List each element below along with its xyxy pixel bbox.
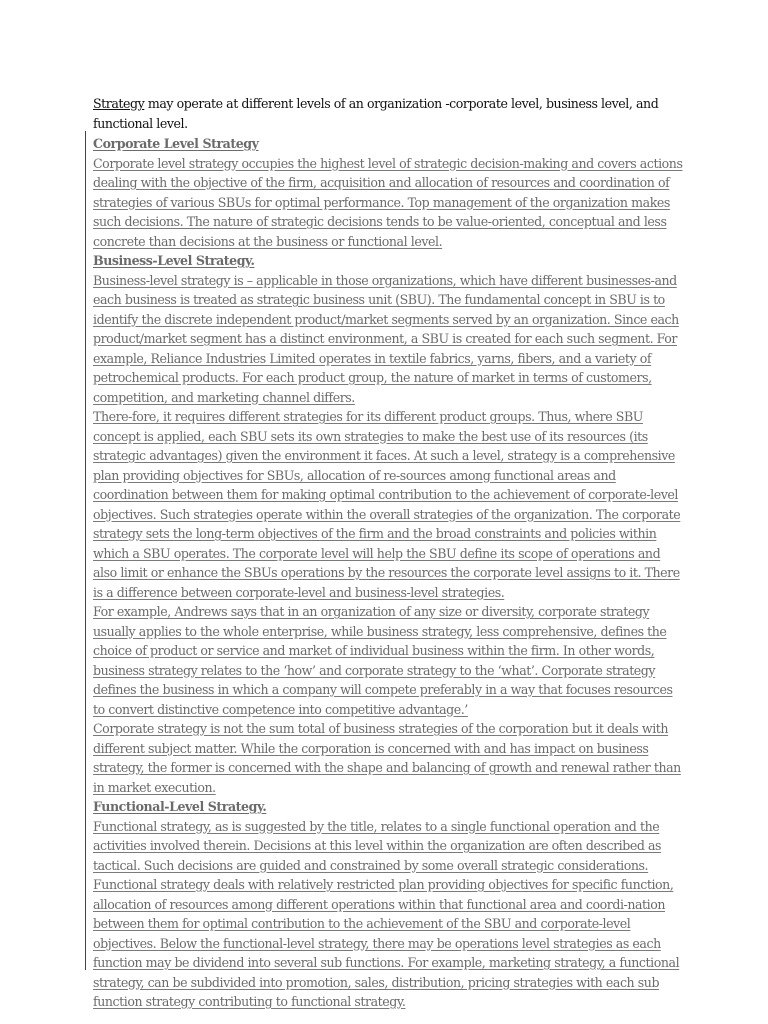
business-paragraph-2: There-fore, it requires different strategies for its different product groups. Thus, where SBU concept is applied, each SBU sets its own strategies to make the best use of its resources (its strategic advantages) given the environment it faces. At such a level, strategy is a comprehensive plan providing objectives for SBUs, allocation of re-sources among functional areas and coordination between them for making optimal contribution to the achievement of corporate-level objectives. Such strategies operate within the overall strategies of the organization. The corporate strategy sets the long-term objectives of the firm and the broad constraints and policies within which a SBU operates. The corporate level will help the SBU define its scope of operations and also limit or enhance the SBUs operations by the resources the corporate level assigns to it. There is a difference between corporate-level and business-level strategies. bbox=[93, 409, 681, 600]
corporate-paragraph-1: Corporate level strategy occupies the highest level of strategic decision-making and covers actions dealing with the objective of the firm, acquisition and allocation of resources and coordination of strategies of various SBUs for optimal performance. Top management of the organization makes such decisions. The nature of strategic decisions tends to be value-oriented, conceptual and less concrete than decisions at the business or functional level. bbox=[93, 155, 683, 249]
intro-keyword: Strategy bbox=[93, 96, 145, 111]
business-paragraph-3: For example, Andrews says that in an organization of any size or diversity, corporate strategy usually applies to the whole enterprise, while business strategy, less comprehensive, defines the choice of product or service and market of individual business within the firm. In other words, business strategy relates to the ‘how’ and corporate strategy to the ‘what’. Corporate strategy defines the business in which a company will compete preferably in a way that focuses resources to convert distinctive competence into competitive advantage.’ bbox=[93, 604, 673, 717]
business-paragraph-1: Business-level strategy is – applicable in those organizations, which have different businesses-and each business is treated as strategic business unit (SBU). The fundamental concept in SBU is to identify the discrete independent product/market segments served by an organization. Since each product/market segment has a distinct environment, a SBU is created for each such segment. For example, Reliance Industries Limited operates in textile fabrics, yarns, fibers, and a variety of petrochemical products. For each product group, the nature of market in terms of customers, competition, and marketing channel differs. bbox=[93, 272, 679, 405]
heading-functional-level-strategy: Functional-Level Strategy. bbox=[93, 799, 267, 814]
revision-change-bar bbox=[85, 131, 86, 970]
heading-corporate-level-strategy: Corporate Level Strategy bbox=[93, 136, 259, 151]
intro-text: may operate at different levels of an organization -corporate level, business level, and functional level. bbox=[93, 96, 659, 131]
tracked-insertion-body bbox=[93, 134, 683, 1012]
business-paragraph-4: Corporate strategy is not the sum total of business strategies of the corporation but it deals with different subject matter. While the corporation is concerned with and has impact on business strategy, the former is concerned with the shape and balancing of growth and renewal rather than in market execution. bbox=[93, 721, 681, 795]
functional-paragraph-1: Functional strategy, as is suggested by the title, relates to a single functional operation and the activities involved therein. Decisions at this level within the organization are often described as tactical. Such decisions are guided and constrained by some overall strategic considerations. Functional strategy deals with relatively restricted plan providing objectives for specific function, allocation of resources among different operations within that functional area and coordi-nation between them for optimal contribution to the achievement of the SBU and corporate-level objectives. Below the functional-level strategy, there may be operations level strategies as each function may be dividend into several sub functions. For example, marketing strategy, a functional strategy, can be subdivided into promotion, sales, distribution, pricing strategies with each sub function strategy contributing to functional strategy. bbox=[93, 818, 680, 1009]
intro-paragraph bbox=[93, 94, 683, 133]
heading-business-level-strategy: Business-Level Strategy. bbox=[93, 253, 255, 268]
